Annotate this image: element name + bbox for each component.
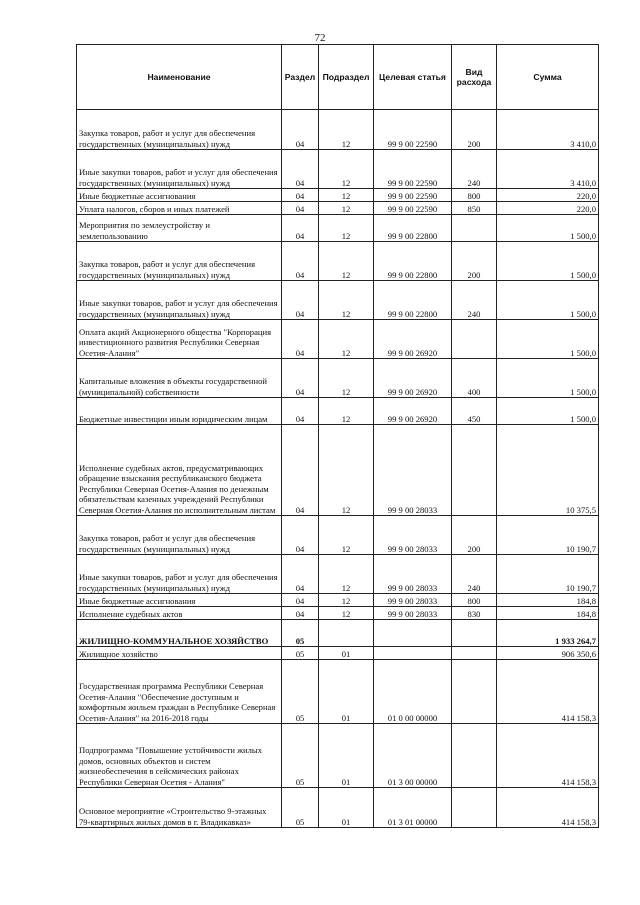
cell-subsection: 12 — [319, 281, 374, 320]
cell-subsection: 12 — [319, 215, 374, 242]
cell-sum: 1 500,0 — [497, 359, 599, 398]
cell-target: 99 9 00 22590 — [374, 150, 452, 189]
cell-type — [452, 425, 497, 516]
cell-name: Капитальные вложения в объекты государственной (муниципальной) собственности — [77, 359, 282, 398]
cell-section: 04 — [282, 110, 319, 150]
cell-type: 240 — [452, 150, 497, 189]
cell-section: 04 — [282, 594, 319, 607]
cell-target: 99 9 00 28033 — [374, 425, 452, 516]
table-row — [77, 647, 599, 660]
cell-name: Основное мероприятие «Строительство 9-этажных 79-квартирных жилых домов в г. Владикавказ» — [77, 788, 282, 828]
cell-target: 99 9 00 28033 — [374, 555, 452, 594]
cell-section: 05 — [282, 620, 319, 647]
cell-subsection: 12 — [319, 202, 374, 215]
cell-subsection: 01 — [319, 647, 374, 660]
cell-sum: 414 158,3 — [497, 660, 599, 724]
cell-type: 830 — [452, 607, 497, 620]
cell-subsection: 12 — [319, 425, 374, 516]
table-row — [77, 607, 599, 620]
cell-type — [452, 788, 497, 828]
cell-section: 04 — [282, 425, 319, 516]
cell-type: 240 — [452, 281, 497, 320]
cell-subsection: 12 — [319, 398, 374, 425]
header-sum: Сумма — [497, 45, 599, 110]
cell-section: 04 — [282, 281, 319, 320]
cell-subsection: 12 — [319, 150, 374, 189]
cell-type — [452, 724, 497, 788]
cell-section: 04 — [282, 320, 319, 359]
cell-type: 850 — [452, 202, 497, 215]
cell-subsection: 01 — [319, 660, 374, 724]
table-row — [77, 620, 599, 647]
cell-name: Бюджетные инвестиции иным юридическим лицам — [77, 398, 282, 425]
cell-target: 01 3 01 00000 — [374, 788, 452, 828]
cell-sum: 10 190,7 — [497, 555, 599, 594]
cell-type — [452, 215, 497, 242]
table-row — [77, 788, 599, 828]
cell-section: 05 — [282, 724, 319, 788]
cell-section: 04 — [282, 189, 319, 202]
table-row — [77, 320, 599, 359]
cell-name: Оплата акций Акционерного общества "Корпорация инвестиционного развития Республики Северная Осетия-Алания" — [77, 320, 282, 359]
cell-sum: 10 375,5 — [497, 425, 599, 516]
cell-subsection: 12 — [319, 555, 374, 594]
cell-subsection: 01 — [319, 788, 374, 828]
header-subsection: Подраздел — [319, 45, 374, 110]
header-target: Целевая статья — [374, 45, 452, 110]
cell-target — [374, 647, 452, 660]
cell-name: Закупка товаров, работ и услуг для обеспечения государственных (муниципальных) нужд — [77, 110, 282, 150]
cell-target: 99 9 00 22590 — [374, 110, 452, 150]
table-row — [77, 202, 599, 215]
cell-name: Иные бюджетные ассигнования — [77, 594, 282, 607]
cell-subsection: 12 — [319, 516, 374, 555]
cell-name: Закупка товаров, работ и услуг для обеспечения государственных (муниципальных) нужд — [77, 242, 282, 281]
table-row — [77, 555, 599, 594]
cell-sum: 3 410,0 — [497, 110, 599, 150]
table-row — [77, 516, 599, 555]
cell-name: Жилищное хозяйство — [77, 647, 282, 660]
cell-subsection — [319, 620, 374, 647]
cell-target: 99 9 00 26920 — [374, 398, 452, 425]
cell-sum: 1 500,0 — [497, 398, 599, 425]
header-name: Наименование — [77, 45, 282, 110]
cell-section: 04 — [282, 516, 319, 555]
table-row — [77, 110, 599, 150]
cell-type: 200 — [452, 516, 497, 555]
table-row — [77, 150, 599, 189]
cell-sum: 1 500,0 — [497, 242, 599, 281]
cell-target: 99 9 00 22800 — [374, 281, 452, 320]
table-row — [77, 359, 599, 398]
cell-subsection: 12 — [319, 607, 374, 620]
cell-target: 99 9 00 22800 — [374, 242, 452, 281]
cell-target: 01 3 00 00000 — [374, 724, 452, 788]
cell-type: 450 — [452, 398, 497, 425]
cell-name: Иные закупки товаров, работ и услуг для обеспечения государственных (муниципальных) нужд — [77, 555, 282, 594]
cell-name: Уплата налогов, сборов и иных платежей — [77, 202, 282, 215]
cell-name: ЖИЛИЩНО-КОММУНАЛЬНОЕ ХОЗЯЙСТВО — [77, 620, 282, 647]
cell-sum: 414 158,3 — [497, 724, 599, 788]
cell-target: 01 0 00 00000 — [374, 660, 452, 724]
cell-sum: 1 500,0 — [497, 320, 599, 359]
table-row — [77, 724, 599, 788]
cell-section: 04 — [282, 242, 319, 281]
cell-type — [452, 320, 497, 359]
cell-name: Исполнение судебных актов — [77, 607, 282, 620]
cell-sum: 3 410,0 — [497, 150, 599, 189]
cell-name: Подпрограмма "Повышение устойчивости жилых домов, основных объектов и систем жизнеобеспечения в сейсмических районах Республики Северная Осетия - Алания" — [77, 724, 282, 788]
table-row — [77, 189, 599, 202]
cell-type: 200 — [452, 110, 497, 150]
cell-sum: 1 500,0 — [497, 215, 599, 242]
cell-subsection: 12 — [319, 110, 374, 150]
cell-sum: 220,0 — [497, 202, 599, 215]
cell-type: 800 — [452, 189, 497, 202]
cell-name: Мероприятия по землеустройству и землепользованию — [77, 215, 282, 242]
cell-subsection: 12 — [319, 189, 374, 202]
cell-subsection: 12 — [319, 320, 374, 359]
cell-name: Иные закупки товаров, работ и услуг для обеспечения государственных (муниципальных) нужд — [77, 150, 282, 189]
cell-name: Исполнение судебных актов, предусматривающих обращение взыскания республиканского бюджета Республики Северная Осетия-Алания по денежным обязательствам казенных учреждений Республики Северная Осетия-Алания по исполнительным листам — [77, 425, 282, 516]
cell-sum: 414 158,3 — [497, 788, 599, 828]
cell-sum: 10 190,7 — [497, 516, 599, 555]
cell-target: 99 9 00 28033 — [374, 607, 452, 620]
cell-section: 04 — [282, 607, 319, 620]
cell-subsection: 12 — [319, 242, 374, 281]
cell-type: 400 — [452, 359, 497, 398]
cell-sum: 1 500,0 — [497, 281, 599, 320]
cell-sum: 184,8 — [497, 594, 599, 607]
table-row — [77, 281, 599, 320]
cell-subsection: 01 — [319, 724, 374, 788]
cell-section: 04 — [282, 150, 319, 189]
cell-target: 99 9 00 26920 — [374, 320, 452, 359]
header-type: Вид расхода — [452, 45, 497, 110]
cell-subsection: 12 — [319, 359, 374, 398]
cell-section: 04 — [282, 398, 319, 425]
cell-target: 99 9 00 22590 — [374, 189, 452, 202]
table-row — [77, 242, 599, 281]
cell-target — [374, 620, 452, 647]
table-row — [77, 660, 599, 724]
budget-table — [76, 44, 599, 828]
cell-name: Иные бюджетные ассигнования — [77, 189, 282, 202]
table-header-row — [77, 45, 599, 110]
cell-section: 05 — [282, 660, 319, 724]
table-row — [77, 594, 599, 607]
table-body — [77, 110, 599, 828]
cell-section: 04 — [282, 359, 319, 398]
cell-name: Иные закупки товаров, работ и услуг для обеспечения государственных (муниципальных) нужд — [77, 281, 282, 320]
cell-sum: 220,0 — [497, 189, 599, 202]
table-row — [77, 215, 599, 242]
cell-target: 99 9 00 26920 — [374, 359, 452, 398]
cell-type: 800 — [452, 594, 497, 607]
cell-section: 04 — [282, 202, 319, 215]
cell-section: 04 — [282, 555, 319, 594]
cell-section: 05 — [282, 788, 319, 828]
cell-type: 240 — [452, 555, 497, 594]
cell-name: Государственная программа Республики Северная Осетия-Алания "Обеспечение доступным и комфортным жильем граждан в Республике Северная Осетия-Алания" на 2016-2018 годы — [77, 660, 282, 724]
cell-target: 99 9 00 22800 — [374, 215, 452, 242]
cell-section: 05 — [282, 647, 319, 660]
cell-type — [452, 647, 497, 660]
table-row — [77, 398, 599, 425]
cell-target: 99 9 00 28033 — [374, 516, 452, 555]
cell-name: Закупка товаров, работ и услуг для обеспечения государственных (муниципальных) нужд — [77, 516, 282, 555]
table-row — [77, 425, 599, 516]
cell-sum: 1 933 264,7 — [497, 620, 599, 647]
cell-target: 99 9 00 28033 — [374, 594, 452, 607]
cell-target: 99 9 00 22590 — [374, 202, 452, 215]
page-number: 72 — [314, 32, 326, 44]
header-section: Раздел — [282, 45, 319, 110]
cell-type: 200 — [452, 242, 497, 281]
cell-type — [452, 660, 497, 724]
cell-section: 04 — [282, 215, 319, 242]
cell-subsection: 12 — [319, 594, 374, 607]
cell-sum: 906 350,6 — [497, 647, 599, 660]
cell-sum: 184,8 — [497, 607, 599, 620]
cell-type — [452, 620, 497, 647]
